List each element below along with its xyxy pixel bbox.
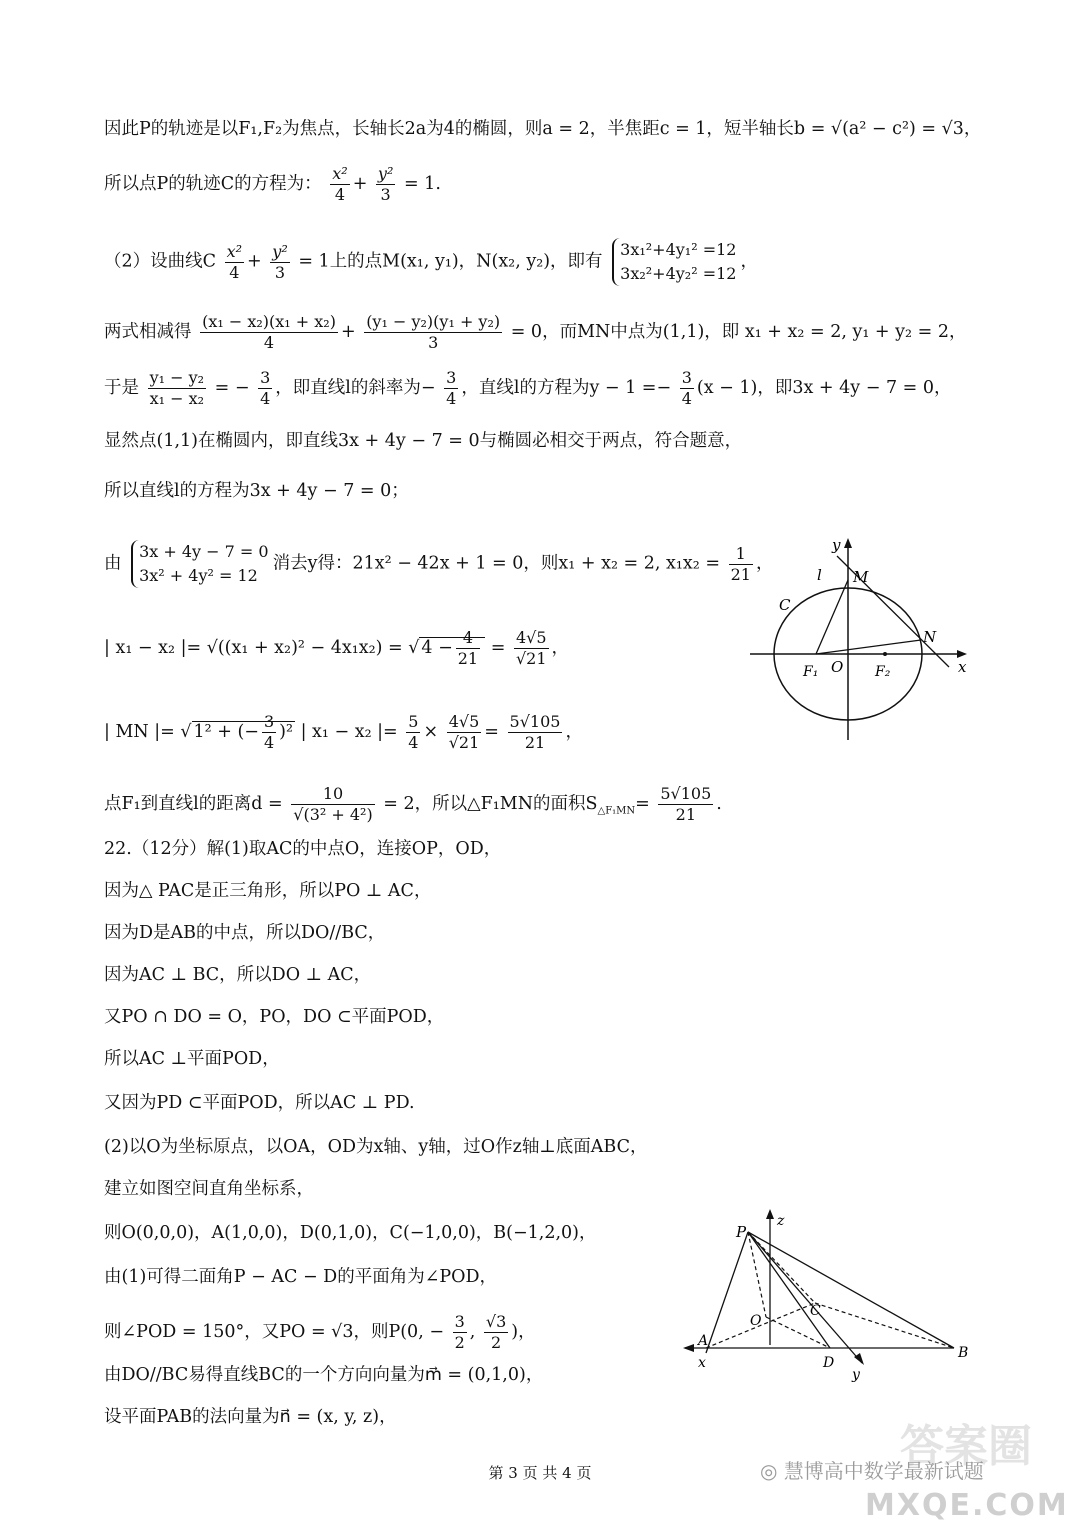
- text-line-19: (2)以O为坐标原点，以OA，OD为x轴、y轴，过O作z轴⊥底面ABC，: [104, 1137, 648, 1157]
- text-span: 所以点P的轨迹C的方程为：: [104, 174, 322, 194]
- text-span: 由: [104, 553, 122, 574]
- label-f2: F₂: [875, 664, 891, 680]
- fraction: $\frac{\text{y₁ − y₂}}{\text{x₁ − x₂}}$: [149, 368, 205, 408]
- text-span: ，而MN中点为(1,1)，即 x₁ + x₂ = 2, y₁ + y₂ = 2，: [542, 322, 967, 342]
- text-line-1: 因此P的轨迹是以F₁,F₂为焦点，长轴长2a为4的椭圆，则a = 2，半焦距c = 1，短半轴长b = √(a² − c²) = √3，: [104, 119, 982, 139]
- text-line-12: 22.（12分）解(1)取AC的中点O，连接OP，OD，: [104, 839, 502, 859]
- label-x: x: [698, 1355, 706, 1371]
- text-line-14: 因为D是AB的中点，所以DO//BC，: [104, 923, 386, 943]
- page-footer: 第 3 页 共 4 页: [488, 1464, 592, 1482]
- text-line-7: 所以直线l的方程为3x + 4y − 7 = 0；: [104, 481, 409, 501]
- text-span: 则∠POD = 150°，又PO = √3，则P: [104, 1322, 401, 1342]
- label-c: C: [779, 596, 791, 614]
- fraction: $\frac{\text{x²}}{4}$: [226, 241, 243, 282]
- text-span: = 0: [510, 322, 543, 342]
- text-span: 两式相减得: [104, 322, 192, 342]
- label-d: D: [823, 1355, 835, 1371]
- edge-pc: [748, 1232, 815, 1303]
- x-axis-arrow: [683, 1344, 694, 1352]
- fraction: $\frac{\text{y²}}{3}$: [272, 241, 288, 282]
- text-span: = −: [214, 378, 250, 398]
- label-c: C: [810, 1303, 821, 1319]
- text-line-23: 则∠POD = 150°，又PO = √3，则P(0, − $\frac{3}{2}$ , $\frac{√3}{2}$ )，: [104, 1312, 536, 1352]
- fraction: $\frac{4√5}{√21}$: [448, 712, 480, 752]
- label-a: A: [698, 1333, 709, 1349]
- label-o: O: [831, 658, 844, 676]
- text-span: 于是: [104, 378, 139, 398]
- edge-pa: [706, 1232, 748, 1353]
- label-b: B: [958, 1345, 969, 1361]
- text-line-5: 于是 $\frac{\text{y₁ − y₂}}{\text{x₁ − x₂}}$ = − $\frac{3}{4}$ ，即直线l的斜率为− $\frac{3}{4}$ ，直线l的方程为y − 1 =− $\frac{3}{4}$ (x − 1)，即3x + 4y − 7 = 0，: [104, 368, 952, 408]
- fraction: $\frac{1}{21}$: [730, 543, 751, 584]
- edge-pb: [748, 1232, 954, 1348]
- text-line-11: 点F₁到直线l的距离d = $\frac{10}{\text{√(3² + 4²)}}$ = 2，所以△F₁MN的面积$S_{\triangle F_1MN}=$ $\frac{5√105}{21}$ .: [104, 784, 722, 824]
- watermark-site: MXQE.COM: [865, 1488, 1069, 1523]
- label-f1: F₁: [803, 664, 819, 680]
- pyramid-figure: [680, 1205, 980, 1385]
- text-line-20: 建立如图空间直角坐标系，: [104, 1179, 314, 1199]
- equation-system: 3x + 4y − 7 = 0 3x² + 4y² = 12: [131, 540, 269, 588]
- text-line-17: 所以AC ⊥平面POD，: [104, 1049, 280, 1069]
- label-m: M: [853, 568, 869, 586]
- line-pdy: [748, 1232, 862, 1363]
- text-span: = 1.: [403, 174, 441, 194]
- fraction: $\frac{5√105}{21}$: [509, 712, 561, 752]
- text-line-21: 则O(0,0,0)，A(1,0,0)，D(0,1,0)，C(−1,0,0)，B(−1,2,0)，: [104, 1223, 597, 1243]
- fraction: $\frac{3}{4}$: [446, 368, 457, 408]
- edge-cb: [815, 1303, 954, 1348]
- text-line-25: 设平面PAB的法向量为n⃗ = (x, y, z)，: [104, 1407, 397, 1427]
- x-axis-arrow: [957, 650, 967, 658]
- text-span: （2）设曲线C: [104, 251, 217, 272]
- fraction: $\frac{\text{y²}}{3}$: [377, 164, 394, 204]
- text-span: | MN |=: [104, 722, 175, 742]
- label-p: P: [736, 1223, 747, 1241]
- equation-system: 3x₁²+4y₁² =12 3x₂²+4y₂² =12: [612, 238, 736, 286]
- text-line-16: 又PO ∩ DO = O，PO，DO ⊂平面POD，: [104, 1007, 445, 1027]
- label-z: z: [777, 1213, 785, 1229]
- fraction: $\frac{\text{(x₁ − x₂)(x₁ + x₂)}}{4}$: [202, 312, 336, 352]
- fraction: $\frac{10}{\text{√(3² + 4²)}}$: [293, 784, 373, 824]
- label-y: y: [832, 536, 841, 554]
- text-line-3: （2）设曲线C $\frac{\text{x²}}{4}$ + $\frac{\text{y²}}{3}$ = 1上的点M(x₁, y₁)，N(x₂, y₂)，即有 3x₁²+4y₁² =12 3x₂²+4y₂² =12 ，: [104, 238, 758, 286]
- y-axis-arrow: [844, 538, 852, 548]
- label-o: O: [750, 1313, 762, 1329]
- watermark-brand: 答案圈: [900, 1421, 1032, 1472]
- text-line-13: 因为△ PAC是正三角形，所以PO ⊥ AC，: [104, 881, 432, 901]
- fraction: $\frac{4√5}{√21}$: [515, 628, 547, 668]
- fraction: $\frac{3}{4}$: [260, 368, 271, 408]
- focus-f2-dot: [883, 652, 887, 656]
- text-line-2: 所以点P的轨迹C的方程为： $\frac{\text{x²}}{4}$ + $\frac{\text{y²}}{3}$ = 1.: [104, 164, 441, 204]
- text-span: 上的点M(x₁, y₁)，N(x₂, y₂)，即有: [329, 251, 603, 272]
- z-axis-arrow: [766, 1209, 774, 1219]
- text-line-22: 由(1)可得二面角P − AC − D的平面角为∠POD，: [104, 1267, 498, 1287]
- watermark-account-text: 慧博高中数学最新试题: [783, 1459, 984, 1483]
- fraction: $\frac{5√105}{21}$: [660, 784, 712, 824]
- watermark-account: [760, 1455, 984, 1484]
- ellipse-figure: [745, 530, 980, 745]
- label-n: N: [923, 628, 937, 646]
- label-x: x: [958, 658, 967, 676]
- text-line-4: 两式相减得 $\frac{\text{(x₁ − x₂)(x₁ + x₂)}}{4}$ + $\frac{\text{(y₁ − y₂)(y₁ + y₂)}}{3}$ = 0，而MN中点为(1,1)，即 x₁ + x₂ = 2, y₁ + y₂ = 2，: [104, 312, 967, 352]
- label-l: l: [817, 566, 822, 584]
- fraction: $\frac{\text{x²}}{4}$: [332, 164, 348, 204]
- text-span: = 1: [298, 251, 330, 272]
- wechat-icon: ◎: [760, 1459, 778, 1483]
- fraction: $\frac{\text{(y₁ − y₂)(y₁ + y₂)}}{3}$: [366, 312, 501, 352]
- label-y: y: [852, 1367, 860, 1383]
- segment-f1n: [816, 640, 921, 654]
- edge-od: [766, 1317, 830, 1348]
- text-line-10: | MN |= √ 1² + (− $\frac{3}{4}$ )² | x₁ − x₂ |= $\frac{5}{4}$ × $\frac{4√5}{√21}$ = $\frac{5√105}{21}$ ，: [104, 712, 583, 752]
- text-span: 消去y得：21x² − 42x + 1 = 0，则x₁ + x₂ = 2, x₁x₂ =: [272, 553, 721, 574]
- text-line-8: 由 3x + 4y − 7 = 0 3x² + 4y² = 12 消去y得：21x² − 42x + 1 = 0，则x₁ + x₂ = 2, x₁x₂ = $\frac{1}{21}$ ，: [104, 540, 773, 588]
- fraction: $\frac{√3}{2}$: [485, 1312, 507, 1352]
- text-span: (x − 1)，即3x + 4y − 7 = 0，: [696, 378, 952, 398]
- text-span: ，直线l的方程为y − 1 =: [461, 378, 657, 398]
- text-span: 点F₁到直线l的距离d =: [104, 794, 283, 814]
- fraction: $\frac{3}{2}$: [454, 1312, 465, 1352]
- text-line-24: 由DO//BC易得直线BC的一个方向向量为m⃗ = (0,1,0)，: [104, 1365, 544, 1385]
- segment-f1m: [816, 580, 848, 654]
- text-span: | x₁ − x₂ |=: [300, 722, 398, 742]
- text-line-9: | x₁ − x₂ |= √((x₁ + x₂)² − 4x₁x₂) = √ 4 − $\frac{4}{21}$ = $\frac{4√5}{√21}$ ，: [104, 628, 569, 668]
- fraction: $\frac{4}{21}$: [457, 628, 479, 668]
- fraction: $\frac{3}{4}$: [263, 712, 275, 752]
- text-line-18: 又因为PD ⊂平面POD，所以AC ⊥ PD.: [104, 1093, 415, 1113]
- text-line-6: 显然点(1,1)在椭圆内，即直线3x + 4y − 7 = 0与椭圆必相交于两点，符合题意，: [104, 431, 743, 451]
- fraction: $\frac{5}{4}$: [408, 712, 419, 752]
- text-span: | x₁ − x₂ |= √((x₁ + x₂)² − 4x₁x₂) =: [104, 638, 403, 658]
- text-line-15: 因为AC ⊥ BC，所以DO ⊥ AC，: [104, 965, 372, 985]
- text-span: = 2，所以△F₁MN的面积S: [383, 794, 598, 814]
- fraction: $\frac{3}{4}$: [681, 368, 692, 408]
- text-span: ，即直线l的斜率为: [275, 378, 421, 398]
